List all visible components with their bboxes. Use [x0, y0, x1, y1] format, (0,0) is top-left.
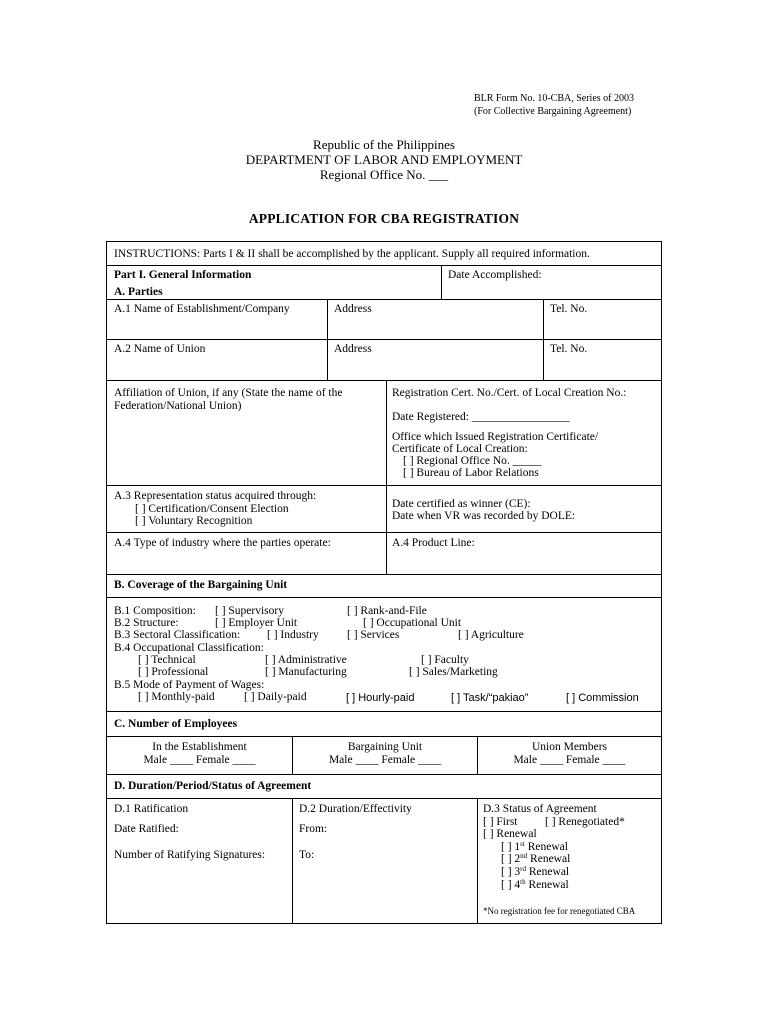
ratifying-signatures-field[interactable]: Number of Ratifying Signatures: [114, 849, 266, 861]
from-date-field[interactable]: From: [299, 823, 328, 835]
department-line: DEPARTMENT OF LABOR AND EMPLOYMENT [245, 152, 523, 167]
ordinal-suffix: th [520, 878, 526, 886]
rule [292, 798, 293, 924]
rule [441, 265, 442, 299]
b1-label: B.1 Composition: [114, 605, 196, 617]
form-title: APPLICATION FOR CBA REGISTRATION [248, 211, 520, 226]
bargaining-unit-count-field[interactable]: Male ____ Female ____ [328, 754, 442, 766]
industry-type-field[interactable]: A.4 Type of industry where the parties operate: [114, 537, 331, 549]
registration-cert-field[interactable]: Registration Cert. No./Cert. of Local Creation No.: [392, 387, 627, 399]
agriculture-checkbox[interactable]: [ ] Agriculture [458, 629, 524, 641]
rule [386, 380, 387, 574]
rule [107, 485, 661, 486]
instructions: INSTRUCTIONS: Parts I & II shall be accomplished by the applicant. Supply all required information. [114, 248, 590, 260]
union-members-count-label: Union Members [531, 741, 608, 753]
first-renewal-checkbox[interactable] [501, 841, 568, 854]
date-ratified-field[interactable]: Date Ratified: [114, 823, 179, 835]
rule [107, 798, 661, 799]
administrative-checkbox[interactable]: [ ] Administrative [265, 654, 347, 666]
union-members-count-field[interactable]: Male ____ Female ____ [513, 754, 626, 766]
parties-heading: A. Parties [114, 286, 163, 298]
vr-date-field[interactable]: Date when VR was recorded by DOLE: [392, 510, 576, 522]
first-checkbox[interactable]: [ ] First [483, 816, 518, 828]
rule [107, 339, 661, 340]
office-issued-label: Office which Issued Registration Certificate/ [392, 431, 599, 443]
task-pakiao-checkbox[interactable]: [ ] Task/“pakiao” [451, 692, 529, 704]
renewal-checkbox[interactable]: [ ] Renewal [483, 828, 537, 840]
services-checkbox[interactable]: [ ] Services [347, 629, 400, 641]
second-renewal-checkbox[interactable] [501, 853, 570, 866]
affiliation-field[interactable]: Affiliation of Union, if any (State the name of the [114, 387, 343, 399]
rule [107, 532, 661, 533]
ratification-heading: D.1 Ratification [114, 803, 189, 815]
renewal-prefix: [ ] 1 [501, 841, 521, 853]
ordinal-suffix: st [520, 840, 525, 848]
rule [107, 597, 661, 598]
section-c-title: C. Number of Employees [114, 718, 238, 730]
rule [107, 774, 661, 775]
b2-label: B.2 Structure: [114, 617, 179, 629]
rule [107, 299, 661, 300]
faculty-checkbox[interactable]: [ ] Faculty [421, 654, 469, 666]
part1-title: Part I. General Information [114, 269, 252, 281]
b4-label: B.4 Occupational Classification: [114, 642, 264, 654]
rule [543, 299, 544, 380]
commission-checkbox[interactable]: [ ] Commission [566, 692, 639, 704]
fourth-renewal-checkbox[interactable] [501, 879, 569, 892]
professional-checkbox[interactable]: [ ] Professional [138, 666, 209, 678]
rule [327, 299, 328, 380]
occupational-unit-checkbox[interactable]: [ ] Occupational Unit [363, 617, 462, 629]
section-b-title: B. Coverage of the Bargaining Unit [114, 579, 288, 591]
rule [107, 380, 661, 381]
hourly-paid-checkbox[interactable]: [ ] Hourly-paid [346, 692, 415, 704]
union-name-field[interactable]: A.2 Name of Union [114, 343, 206, 355]
agency-header [0, 137, 768, 182]
ce-date-field[interactable]: Date certified as winner (CE): [392, 498, 531, 510]
duration-heading: D.2 Duration/Effectivity [299, 803, 412, 815]
certification-election-checkbox[interactable]: [ ] Certification/Consent Election [135, 503, 289, 515]
renewal-prefix: [ ] 4 [501, 879, 521, 891]
section-d-title: D. Duration/Period/Status of Agreement [114, 780, 312, 792]
union-tel-field[interactable]: Tel. No. [550, 343, 588, 355]
voluntary-recognition-checkbox[interactable]: [ ] Voluntary Recognition [135, 515, 253, 527]
renewal-prefix: [ ] 3 [501, 866, 521, 878]
regional-office-line: Regional Office No. ___ [319, 167, 449, 182]
rule [107, 736, 661, 737]
bureau-checkbox[interactable]: [ ] Bureau of Labor Relations [403, 467, 539, 479]
b5-label: B.5 Mode of Payment of Wages: [114, 679, 265, 691]
renewal-word: Renewal [524, 841, 568, 853]
establishment-name-field[interactable]: A.1 Name of Establishment/Company [114, 303, 290, 315]
office-issued-label-cont: Certificate of Local Creation: [392, 443, 528, 455]
form-number-line2: (For Collective Bargaining Agreement) [474, 106, 632, 117]
technical-checkbox[interactable]: [ ] Technical [138, 654, 196, 666]
b3-label: B.3 Sectoral Classification: [114, 629, 241, 641]
to-date-field[interactable]: To: [299, 849, 315, 861]
form-number-line1: BLR Form No. 10-CBA, Series of 2003 [474, 93, 634, 104]
form-table [106, 241, 662, 924]
employer-unit-checkbox[interactable]: [ ] Employer Unit [215, 617, 298, 629]
bargaining-unit-count-label: Bargaining Unit [347, 741, 423, 753]
republic-line: Republic of the Philippines [313, 137, 455, 152]
manufacturing-checkbox[interactable]: [ ] Manufacturing [265, 666, 347, 678]
establishment-address-field[interactable]: Address [334, 303, 372, 315]
renewal-word: Renewal [525, 879, 569, 891]
ordinal-suffix: rd [520, 865, 527, 873]
supervisory-checkbox[interactable]: [ ] Supervisory [215, 605, 284, 617]
rule [477, 798, 478, 924]
rule [107, 265, 661, 266]
regional-office-checkbox[interactable]: [ ] Regional Office No. _____ [403, 455, 542, 467]
form-number [474, 92, 634, 118]
rule [107, 711, 661, 712]
establishment-count-field[interactable]: Male ____ Female ____ [143, 754, 256, 766]
renewal-word: Renewal [526, 866, 570, 878]
affiliation-field-cont: Federation/National Union) [114, 400, 242, 412]
date-accomplished-field[interactable]: Date Accomplished: [448, 269, 542, 281]
third-renewal-checkbox[interactable] [501, 866, 569, 879]
establishment-tel-field[interactable]: Tel. No. [550, 303, 588, 315]
product-line-field[interactable]: A.4 Product Line: [392, 537, 475, 549]
renegotiated-fee-note: *No registration fee for renegotiated CBA [483, 906, 636, 916]
agreement-status-heading: D.3 Status of Agreement [483, 803, 597, 815]
union-address-field[interactable]: Address [334, 343, 372, 355]
monthly-paid-checkbox[interactable]: [ ] Monthly-paid [138, 691, 215, 703]
ordinal-suffix: nd [520, 852, 528, 860]
date-registered-field[interactable]: Date Registered: _________________ [392, 411, 570, 423]
rank-and-file-checkbox[interactable]: [ ] Rank-and-File [347, 605, 427, 617]
sales-marketing-checkbox[interactable]: [ ] Sales/Marketing [409, 666, 498, 678]
renegotiated-checkbox[interactable]: [ ] Renegotiated* [545, 816, 625, 828]
industry-checkbox[interactable]: [ ] Industry [267, 629, 319, 641]
renewal-word: Renewal [527, 853, 571, 865]
establishment-count-label: In the Establishment [152, 741, 247, 753]
rule [107, 574, 661, 575]
daily-paid-checkbox[interactable]: [ ] Daily-paid [244, 691, 307, 703]
representation-status-label: A.3 Representation status acquired through: [114, 490, 317, 502]
renewal-prefix: [ ] 2 [501, 853, 521, 865]
